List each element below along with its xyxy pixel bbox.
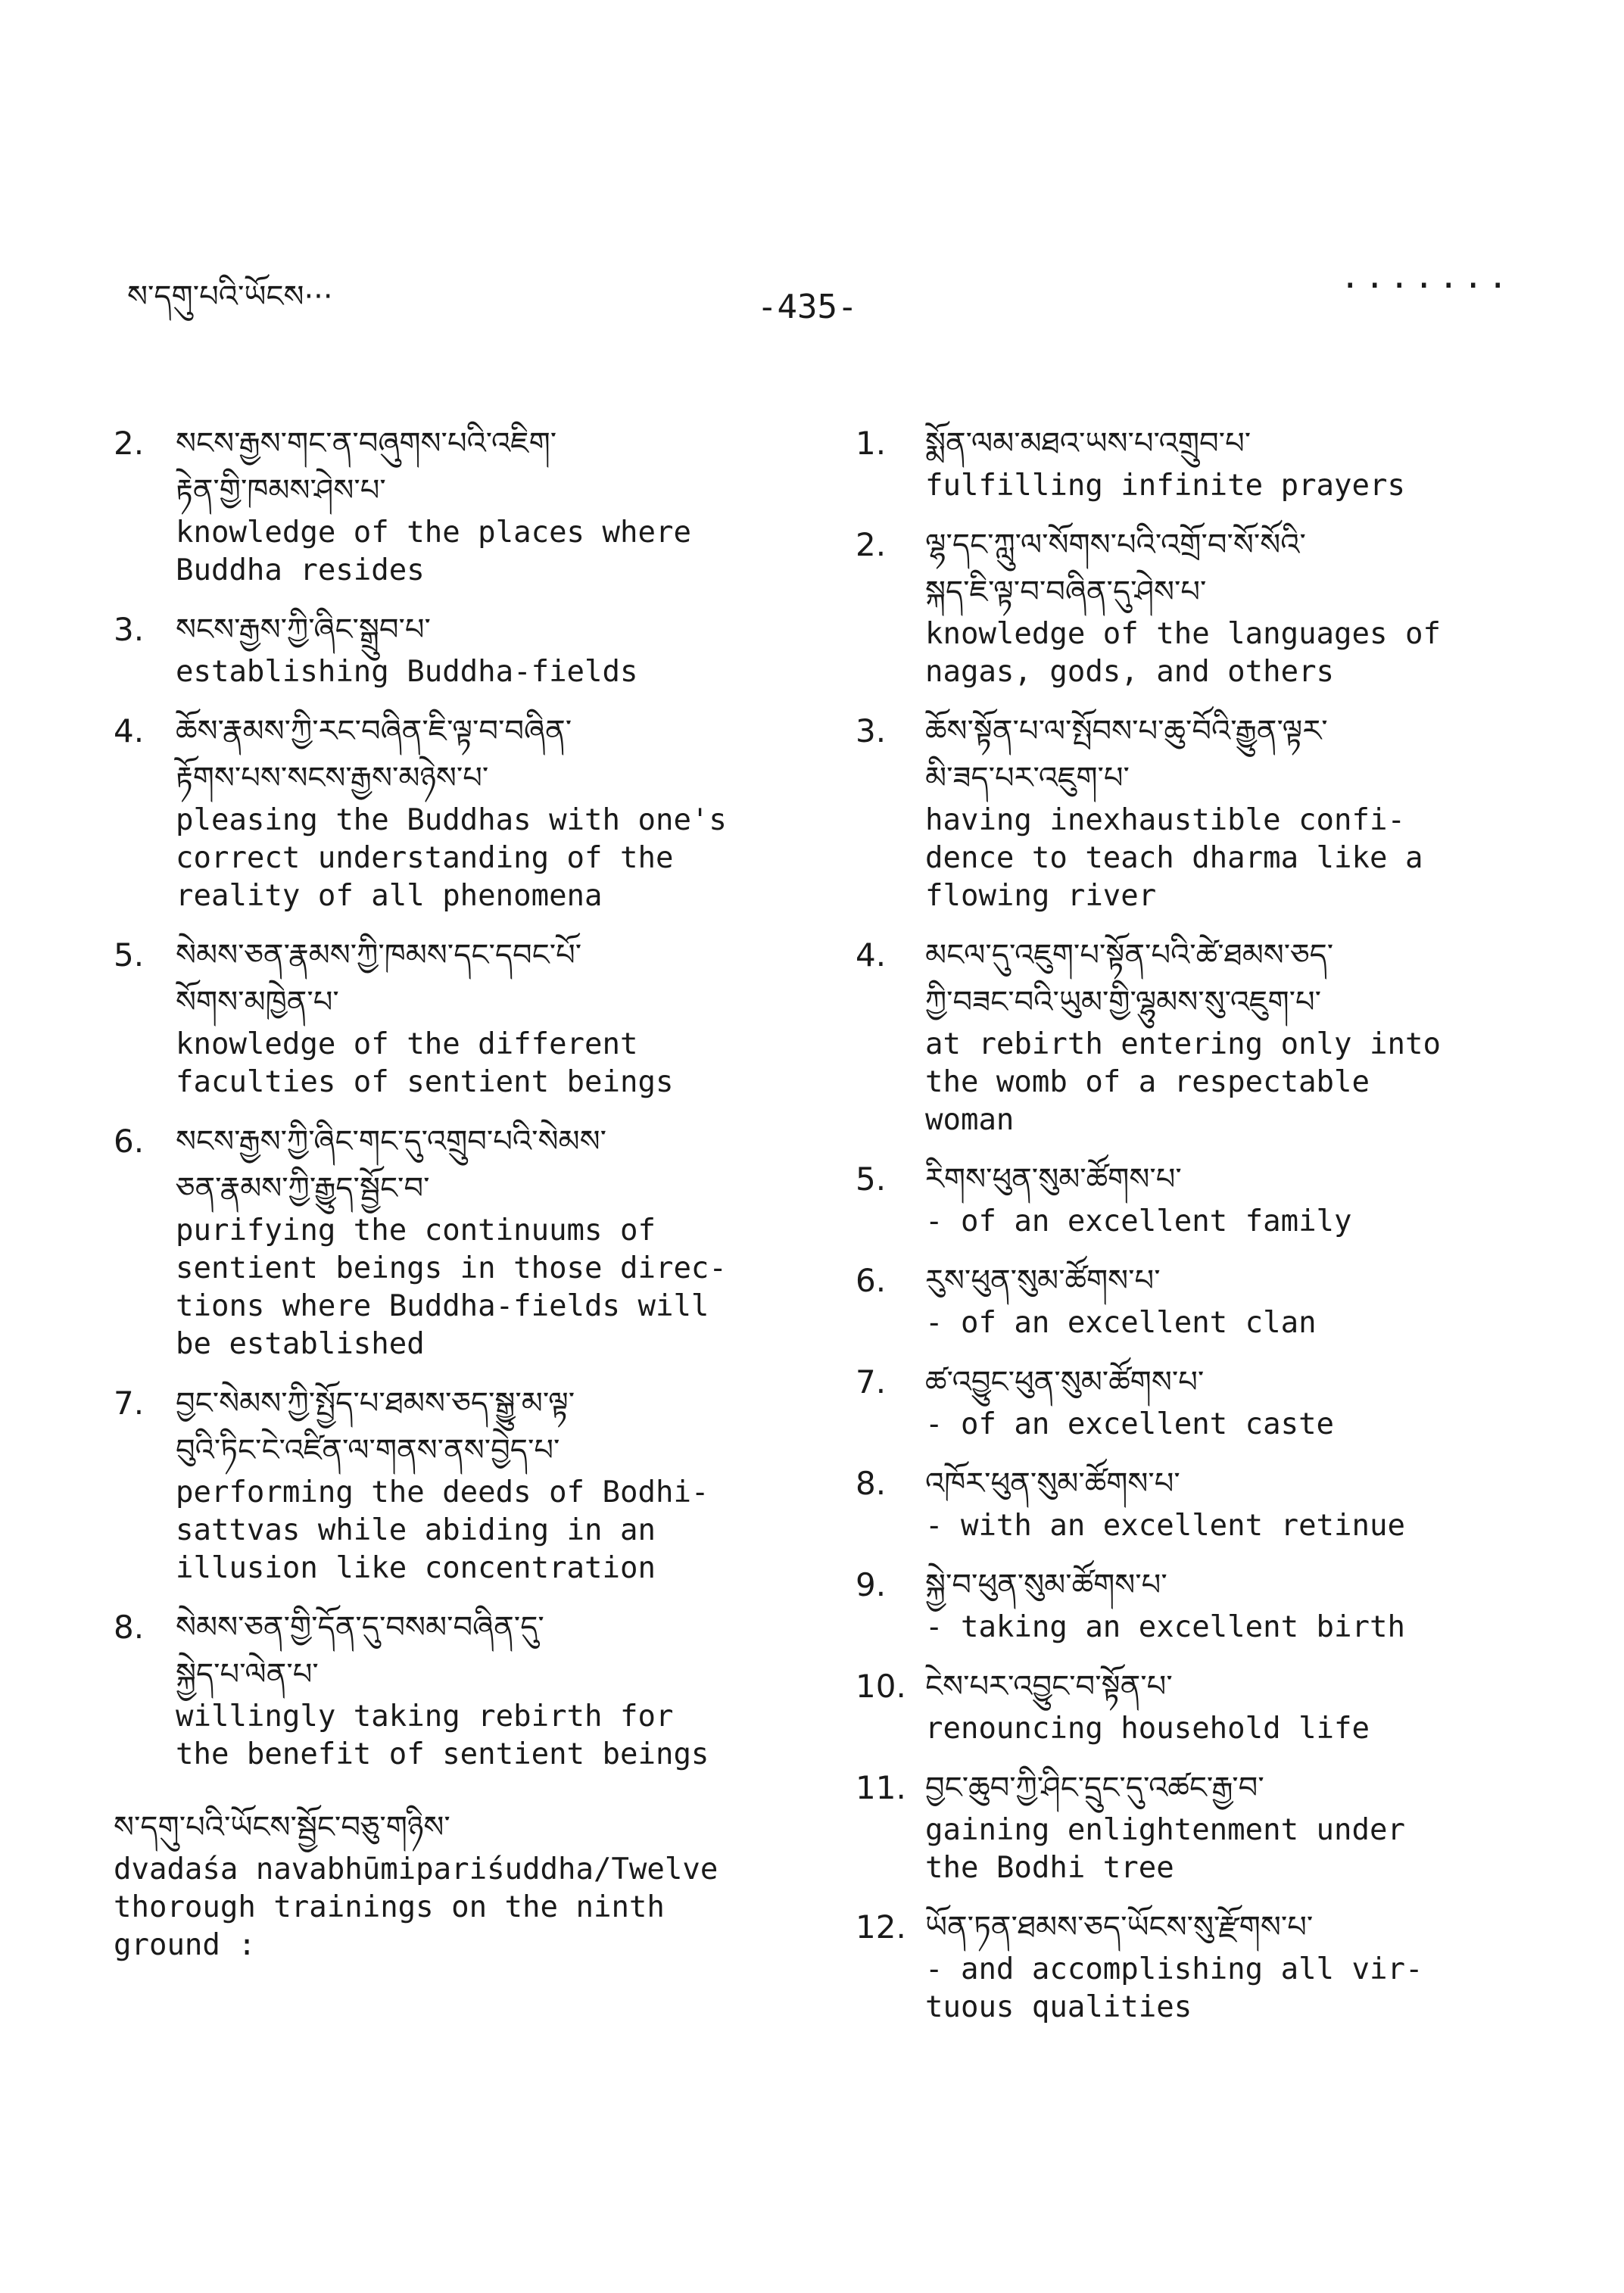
- section-english-title: dvadaśa navabhūmipariśuddha/Twelve thorough trainings on the ninth ground :: [114, 1852, 718, 1962]
- list-item: [856, 1904, 1537, 2027]
- english-gloss: willingly taking rebirth for the benefit of sentient beings: [176, 1699, 709, 1771]
- item-number: 10.: [856, 1668, 906, 1705]
- english-gloss: renouncing household life: [925, 1712, 1370, 1746]
- section-tibetan-title: ས་དགུ་པའི་ཡོངས་སྦྱོང་བཅུ་གཉིས་: [114, 1810, 450, 1845]
- item-number: 4.: [856, 936, 887, 974]
- tibetan-term: སྐྱེ་བ་ཕུན་སུམ་ཚོགས་པ་: [925, 1568, 1167, 1603]
- english-gloss: - of an excellent caste: [925, 1407, 1335, 1441]
- item-number: 3.: [856, 712, 887, 749]
- tibetan-term: སེམས་ཅན་གྱི་དོན་དུ་བསམ་བཞིན་དུ་ སྐྱེད་པ་ལེན་པ་: [176, 1610, 544, 1692]
- item-number: 3.: [114, 611, 145, 648]
- list-item: [114, 932, 795, 1101]
- list-item: [856, 1663, 1537, 1748]
- list-item: [114, 1118, 795, 1363]
- english-gloss: performing the deeds of Bodhi- sattvas while abiding in an illusion like concentration: [176, 1475, 709, 1585]
- tibetan-term: ཆོས་སྟོན་པ་ལ་སྤོབས་པ་ཆུ་བོའི་རྒྱུན་ལྟར་ མི་ཟད་པར་འཇུག་པ་: [925, 714, 1328, 796]
- list-item: [114, 420, 795, 590]
- english-gloss: fulfilling infinite prayers: [925, 469, 1405, 503]
- tibetan-term: བྱང་སེམས་ཀྱི་སྤྱོད་པ་ཐམས་ཅད་སྒྱུ་མ་ལྟ་ བུའི་ཏིང་ངེ་འཛིན་ལ་གནས་ནས་བྱེད་པ་: [176, 1386, 575, 1468]
- item-number: 9.: [856, 1566, 887, 1603]
- english-gloss: purifying the continuums of sentient beings in those direc- tions where Buddha-fields will be established: [176, 1213, 727, 1361]
- item-number: 6.: [114, 1123, 145, 1160]
- list-item: [856, 1562, 1537, 1647]
- list-item: [856, 1765, 1537, 1887]
- tibetan-term: མངལ་དུ་འཇུག་པ་སྟོན་པའི་ཚེ་ཐམས་ཅད་ ཀྱི་བཟང་བའི་ཡུམ་གྱི་ལྷུམས་སུ་འཇུག་པ་: [925, 938, 1334, 1020]
- english-gloss: knowledge of the places where Buddha resides: [176, 516, 691, 587]
- item-number: 6.: [856, 1262, 887, 1299]
- tibetan-term: སྨོན་ལམ་མཐའ་ཡས་པ་འགྲུབ་པ་: [925, 426, 1252, 461]
- english-gloss: - of an excellent clan: [925, 1306, 1317, 1340]
- tibetan-term: སེམས་ཅན་རྣམས་ཀྱི་ཁམས་དང་དབང་པོ་ སོགས་མཁྱེན་པ་: [176, 938, 582, 1020]
- english-gloss: at rebirth entering only into the womb of a respectable woman: [925, 1027, 1441, 1137]
- tibetan-term: ཆོས་རྣམས་ཀྱི་རང་བཞིན་ཇི་ལྟ་བ་བཞིན་ རྟོགས་པས་སངས་རྒྱས་མཉེས་པ་: [176, 714, 572, 796]
- item-number: 1.: [856, 425, 887, 462]
- english-gloss: - with an excellent retinue: [925, 1509, 1405, 1543]
- left-column: [114, 420, 795, 1964]
- section-heading: [114, 1804, 795, 1964]
- right-column: [856, 420, 1537, 2043]
- list-item: [856, 708, 1537, 915]
- item-number: 4.: [114, 712, 145, 749]
- item-number: 12.: [856, 1908, 906, 1946]
- english-gloss: pleasing the Buddhas with one's correct understanding of the reality of all phenomena: [176, 803, 727, 913]
- item-number: 5.: [114, 936, 145, 974]
- tibetan-term: བྱང་ཆུབ་ཀྱི་ཤིང་དྲུང་དུ་འཚང་རྒྱ་བ་: [925, 1771, 1264, 1805]
- english-gloss: gaining enlightenment under the Bodhi tree: [925, 1813, 1405, 1885]
- list-item: [856, 1359, 1537, 1444]
- page-number: -435-: [757, 288, 858, 326]
- tibetan-term: ལྷ་དང་ཀླུ་ལ་སོགས་པའི་འགྲོ་བ་སོ་སོའི་ སྐད་ཇི་ལྟ་བ་བཞིན་དུ་ཤེས་པ་: [925, 528, 1306, 609]
- item-number: 11.: [856, 1769, 906, 1806]
- tibetan-term: ཚ་འབྱུང་ཕུན་སུམ་ཚོགས་པ་: [925, 1365, 1205, 1400]
- english-gloss: knowledge of the languages of nagas, gods, and others: [925, 617, 1441, 689]
- english-gloss: knowledge of the different faculties of sentient beings: [176, 1027, 674, 1099]
- tibetan-term: ཡོན་ཏན་ཐམས་ཅད་ཡོངས་སུ་རྫོགས་པ་: [925, 1910, 1314, 1945]
- tibetan-term: སངས་རྒྱས་ཀྱི་ཞིང་གང་དུ་འགྲུབ་པའི་སེམས་ ཅན་རྣམས་ཀྱི་རྒྱུད་སྦྱོང་བ་: [176, 1124, 606, 1206]
- list-item: [114, 606, 795, 691]
- tibetan-term: སངས་རྒྱས་གང་ན་བཞུགས་པའི་འཇིག་ རྟེན་གྱི་ཁམས་ཤེས་པ་: [176, 426, 557, 508]
- list-item: [114, 708, 795, 915]
- item-number: 7.: [114, 1385, 145, 1422]
- item-number: 2.: [114, 425, 145, 462]
- list-item: [856, 932, 1537, 1139]
- tibetan-term: འཁོར་ཕུན་སུམ་ཚོགས་པ་: [925, 1466, 1180, 1501]
- english-gloss: - and accomplishing all vir- tuous qualities: [925, 1952, 1423, 2024]
- tibetan-term: རུས་ཕུན་སུམ་ཚོགས་པ་: [925, 1263, 1161, 1298]
- list-item: [856, 420, 1537, 505]
- item-number: 2.: [856, 526, 887, 563]
- list-item: [856, 1460, 1537, 1545]
- english-gloss: - taking an excellent birth: [925, 1610, 1405, 1644]
- tibetan-term: སངས་རྒྱས་ཀྱི་ཞིང་སྒྲུབ་པ་: [176, 612, 431, 647]
- list-item: [856, 1156, 1537, 1241]
- item-number: 8.: [856, 1465, 887, 1502]
- list-item: [114, 1380, 795, 1587]
- english-gloss: establishing Buddha-fields: [176, 655, 638, 689]
- item-number: 8.: [114, 1609, 145, 1646]
- tibetan-term: རིགས་ཕུན་སུམ་ཚོགས་པ་: [925, 1162, 1182, 1197]
- list-item: [114, 1604, 795, 1774]
- header-dots: ·······: [1340, 266, 1513, 305]
- english-gloss: having inexhaustible confi- dence to teach dharma like a flowing river: [925, 803, 1423, 913]
- running-header: ས་དགུ་པའི་ཡོངས···: [127, 279, 333, 314]
- list-item: [856, 522, 1537, 691]
- list-item: [856, 1257, 1537, 1342]
- english-gloss: - of an excellent family: [925, 1204, 1352, 1238]
- item-number: 5.: [856, 1161, 887, 1198]
- tibetan-term: ངེས་པར་འབྱུང་བ་སྟོན་པ་: [925, 1669, 1173, 1704]
- item-number: 7.: [856, 1363, 887, 1400]
